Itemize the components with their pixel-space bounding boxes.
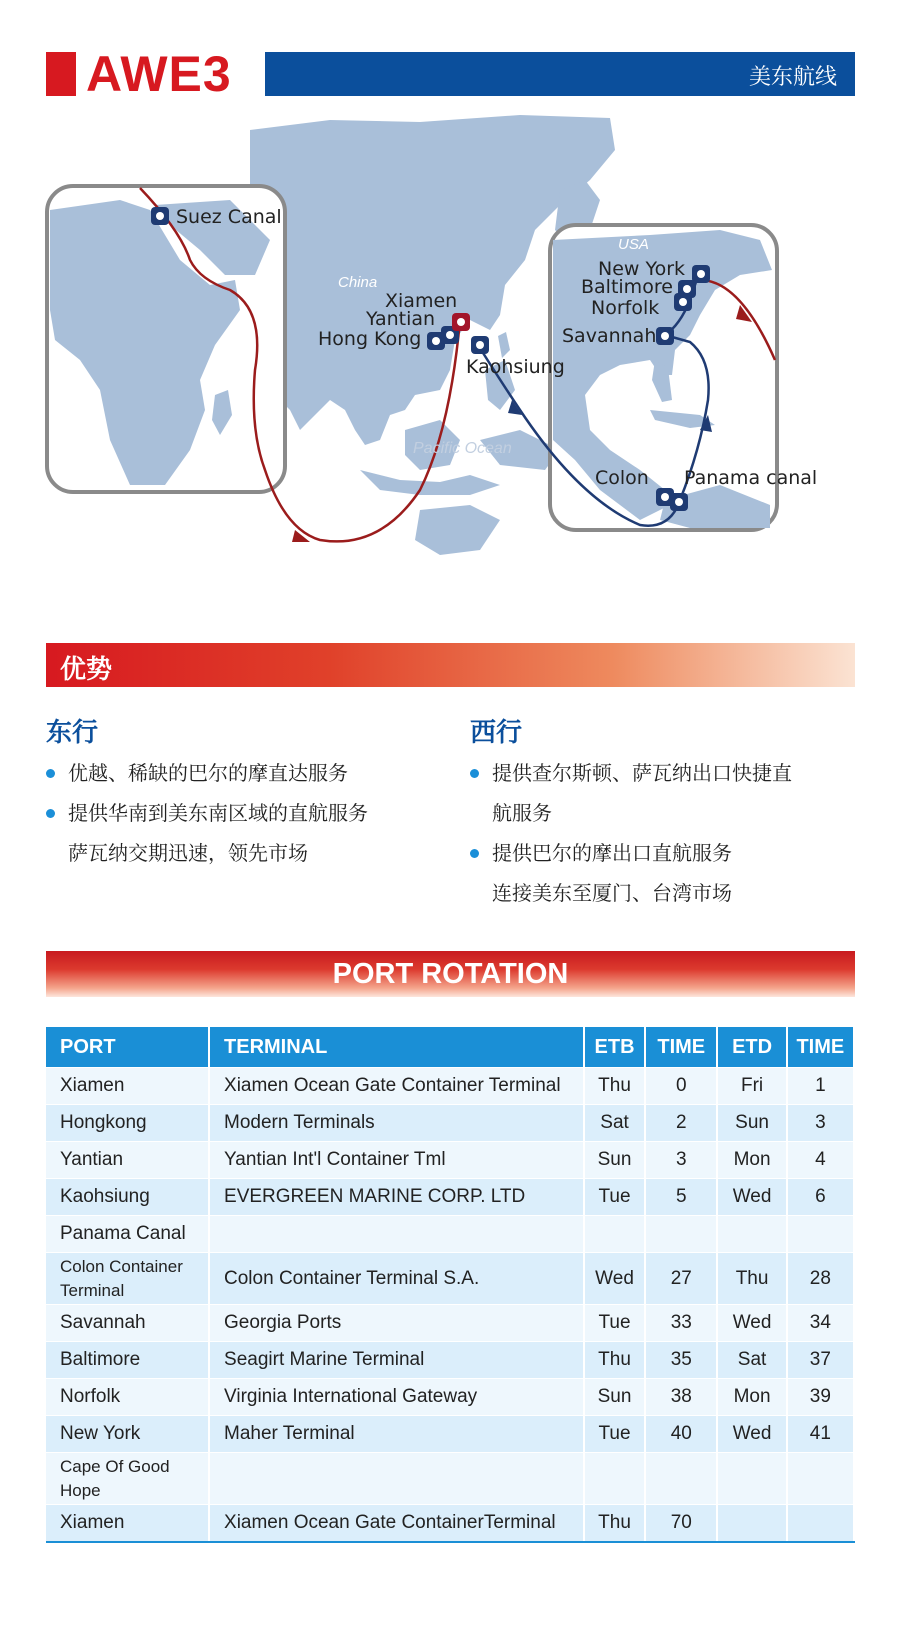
cell-etb-time: 33 [645, 1305, 717, 1342]
label-china: China [338, 274, 378, 291]
label-savannah: Savannah [562, 325, 657, 347]
cell-port: Hongkong [46, 1105, 209, 1142]
cell-etb-time: 3 [645, 1142, 717, 1179]
cell-port: Colon Container Terminal [46, 1253, 209, 1305]
cell-etb: Tue [584, 1416, 645, 1453]
cell-etd [717, 1453, 786, 1505]
table-row [46, 1416, 854, 1453]
label-newyork: New York [598, 258, 686, 280]
list-item: 提供巴尔的摩出口直航服务 [470, 833, 860, 873]
taiwan-landmass [498, 332, 510, 358]
label-xiamen: Xiamen [385, 290, 458, 312]
route-name: 美东航线 [748, 65, 837, 90]
port-marker-newyork [692, 265, 710, 283]
cell-etd: Wed [717, 1416, 786, 1453]
cell-terminal: Georgia Ports [209, 1305, 584, 1342]
cell-etb-time: 27 [645, 1253, 717, 1305]
cell-etb [584, 1216, 645, 1253]
cell-etd: Sun [717, 1105, 786, 1142]
cell-port: Cape Of Good Hope [46, 1453, 209, 1505]
bullet-dot-icon [46, 809, 55, 818]
west-heading: 西行 [470, 718, 523, 748]
cell-port: Savannah [46, 1305, 209, 1342]
cell-terminal: EVERGREEN MARINE CORP. LTD [209, 1179, 584, 1216]
port-marker-norfolk [674, 293, 692, 311]
cell-etd-time: 4 [787, 1142, 854, 1179]
port-marker-xiamen [452, 313, 470, 331]
cell-etb: Sun [584, 1142, 645, 1179]
label-yantian: Yantian [366, 308, 436, 330]
port-rotation-table [46, 1027, 855, 1543]
label-suez: Suez Canal [176, 206, 282, 228]
cell-etb: Sat [584, 1105, 645, 1142]
cell-terminal: Xiamen Ocean Gate Container Terminal [209, 1068, 584, 1105]
westbound-route-arrow [292, 530, 310, 542]
cell-etd-time [787, 1453, 854, 1505]
cell-etd: Sat [717, 1342, 786, 1379]
west-list [470, 753, 860, 913]
cell-etb-time: 0 [645, 1068, 717, 1105]
port-rotation-title: PORT ROTATION [332, 958, 569, 990]
table-row [46, 1253, 854, 1305]
australia-landmass [415, 505, 500, 555]
table-row [46, 1142, 854, 1179]
port-marker-panama [670, 493, 688, 511]
cell-etd [717, 1505, 786, 1542]
cell-terminal: Colon Container Terminal S.A. [209, 1253, 584, 1305]
cell-etd-time: 34 [787, 1305, 854, 1342]
label-pacific: Pacific Ocean [413, 440, 512, 457]
cell-terminal: Yantian Int'l Container Tml [209, 1142, 584, 1179]
cell-port: Baltimore [46, 1342, 209, 1379]
table-row [46, 1379, 854, 1416]
route-map-graphic [0, 110, 900, 600]
cell-etd: Thu [717, 1253, 786, 1305]
cell-etb-time: 5 [645, 1179, 717, 1216]
table-row [46, 1342, 854, 1379]
list-item: 提供查尔斯顿、萨瓦纳出口快捷直 [470, 753, 860, 793]
header-red-block [46, 52, 76, 96]
port-marker-savannah [656, 327, 674, 345]
cell-port: Norfolk [46, 1379, 209, 1416]
header-terminal: TERMINAL [209, 1027, 584, 1068]
cell-terminal: Seagirt Marine Terminal [209, 1342, 584, 1379]
advantages-title: 优势 [60, 655, 113, 685]
table-row [46, 1068, 854, 1105]
cell-etb-time [645, 1453, 717, 1505]
cell-terminal: Virginia International Gateway [209, 1379, 584, 1416]
table-row [46, 1216, 854, 1253]
header-time-arrival: TIME [645, 1027, 717, 1068]
route-map [0, 110, 900, 600]
east-heading: 东行 [46, 718, 99, 748]
cell-etd-time: 3 [787, 1105, 854, 1142]
cell-etb: Tue [584, 1305, 645, 1342]
label-colon: Colon [595, 467, 649, 489]
table-row [46, 1179, 854, 1216]
cell-port: New York [46, 1416, 209, 1453]
port-rotation-body [46, 1068, 854, 1542]
cell-terminal [209, 1453, 584, 1505]
cell-etb-time [645, 1216, 717, 1253]
list-item: 连接美东至厦门、台湾市场 [492, 881, 732, 905]
cell-etb-time: 40 [645, 1416, 717, 1453]
label-baltimore: Baltimore [581, 276, 673, 298]
cell-port: Panama Canal [46, 1216, 209, 1253]
cell-etd: Wed [717, 1179, 786, 1216]
bullet-dot-icon [470, 769, 479, 778]
cell-terminal: Maher Terminal [209, 1416, 584, 1453]
label-usa: USA [618, 236, 649, 253]
cell-etb: Tue [584, 1179, 645, 1216]
header-time-departure: TIME [787, 1027, 854, 1068]
cell-terminal: Modern Terminals [209, 1105, 584, 1142]
table-row [46, 1453, 854, 1505]
cell-etd-time: 39 [787, 1379, 854, 1416]
cell-etd-time: 28 [787, 1253, 854, 1305]
header-port: PORT [46, 1027, 209, 1068]
list-item: 提供华南到美东南区域的直航服务 [46, 793, 446, 833]
table-row [46, 1505, 854, 1542]
cell-etd [717, 1216, 786, 1253]
cell-terminal: Xiamen Ocean Gate ContainerTerminal [209, 1505, 584, 1542]
cell-etb: Thu [584, 1505, 645, 1542]
cell-terminal [209, 1216, 584, 1253]
cell-etd-time: 37 [787, 1342, 854, 1379]
port-marker-suez [151, 207, 169, 225]
cell-etb [584, 1453, 645, 1505]
cell-etd-time: 6 [787, 1179, 854, 1216]
port-marker-kaohsiung [471, 336, 489, 354]
cell-etb-time: 70 [645, 1505, 717, 1542]
cell-etd: Wed [717, 1305, 786, 1342]
table-row [46, 1105, 854, 1142]
label-norfolk: Norfolk [591, 297, 660, 319]
label-kaohsiung: Kaohsiung [466, 356, 565, 378]
cell-etd-time [787, 1216, 854, 1253]
cell-etd: Mon [717, 1142, 786, 1179]
cell-etb-time: 38 [645, 1379, 717, 1416]
east-list [46, 753, 446, 873]
table-row [46, 1305, 854, 1342]
advantages-bar [46, 643, 855, 687]
cell-etd-time [787, 1505, 854, 1542]
header-etd: ETD [717, 1027, 786, 1068]
cell-etb-time: 35 [645, 1342, 717, 1379]
cell-port: Xiamen [46, 1505, 209, 1542]
cell-etb: Thu [584, 1342, 645, 1379]
label-panama: Panama canal [684, 467, 818, 489]
cell-etb: Thu [584, 1068, 645, 1105]
label-hongkong: Hong Kong [318, 328, 422, 350]
cell-etd-time: 1 [787, 1068, 854, 1105]
cell-etd: Fri [717, 1068, 786, 1105]
service-code-title: AWE3 [86, 46, 232, 102]
port-rotation-bar [46, 951, 855, 997]
cell-etb: Wed [584, 1253, 645, 1305]
cell-etb: Sun [584, 1379, 645, 1416]
list-item: 萨瓦纳交期迅速，领先市场 [68, 841, 308, 865]
cell-etd: Mon [717, 1379, 786, 1416]
list-item: 优越、稀缺的巴尔的摩直达服务 [46, 753, 446, 793]
bullet-dot-icon [470, 849, 479, 858]
indonesia-landmass [360, 470, 500, 495]
cell-port: Yantian [46, 1142, 209, 1179]
cell-etd-time: 41 [787, 1416, 854, 1453]
cell-etb-time: 2 [645, 1105, 717, 1142]
table-header-row [46, 1027, 854, 1068]
header-etb: ETB [584, 1027, 645, 1068]
cell-port: Xiamen [46, 1068, 209, 1105]
cell-port: Kaohsiung [46, 1179, 209, 1216]
bullet-dot-icon [46, 769, 55, 778]
header-bar [265, 52, 855, 96]
list-item: 航服务 [492, 801, 552, 825]
